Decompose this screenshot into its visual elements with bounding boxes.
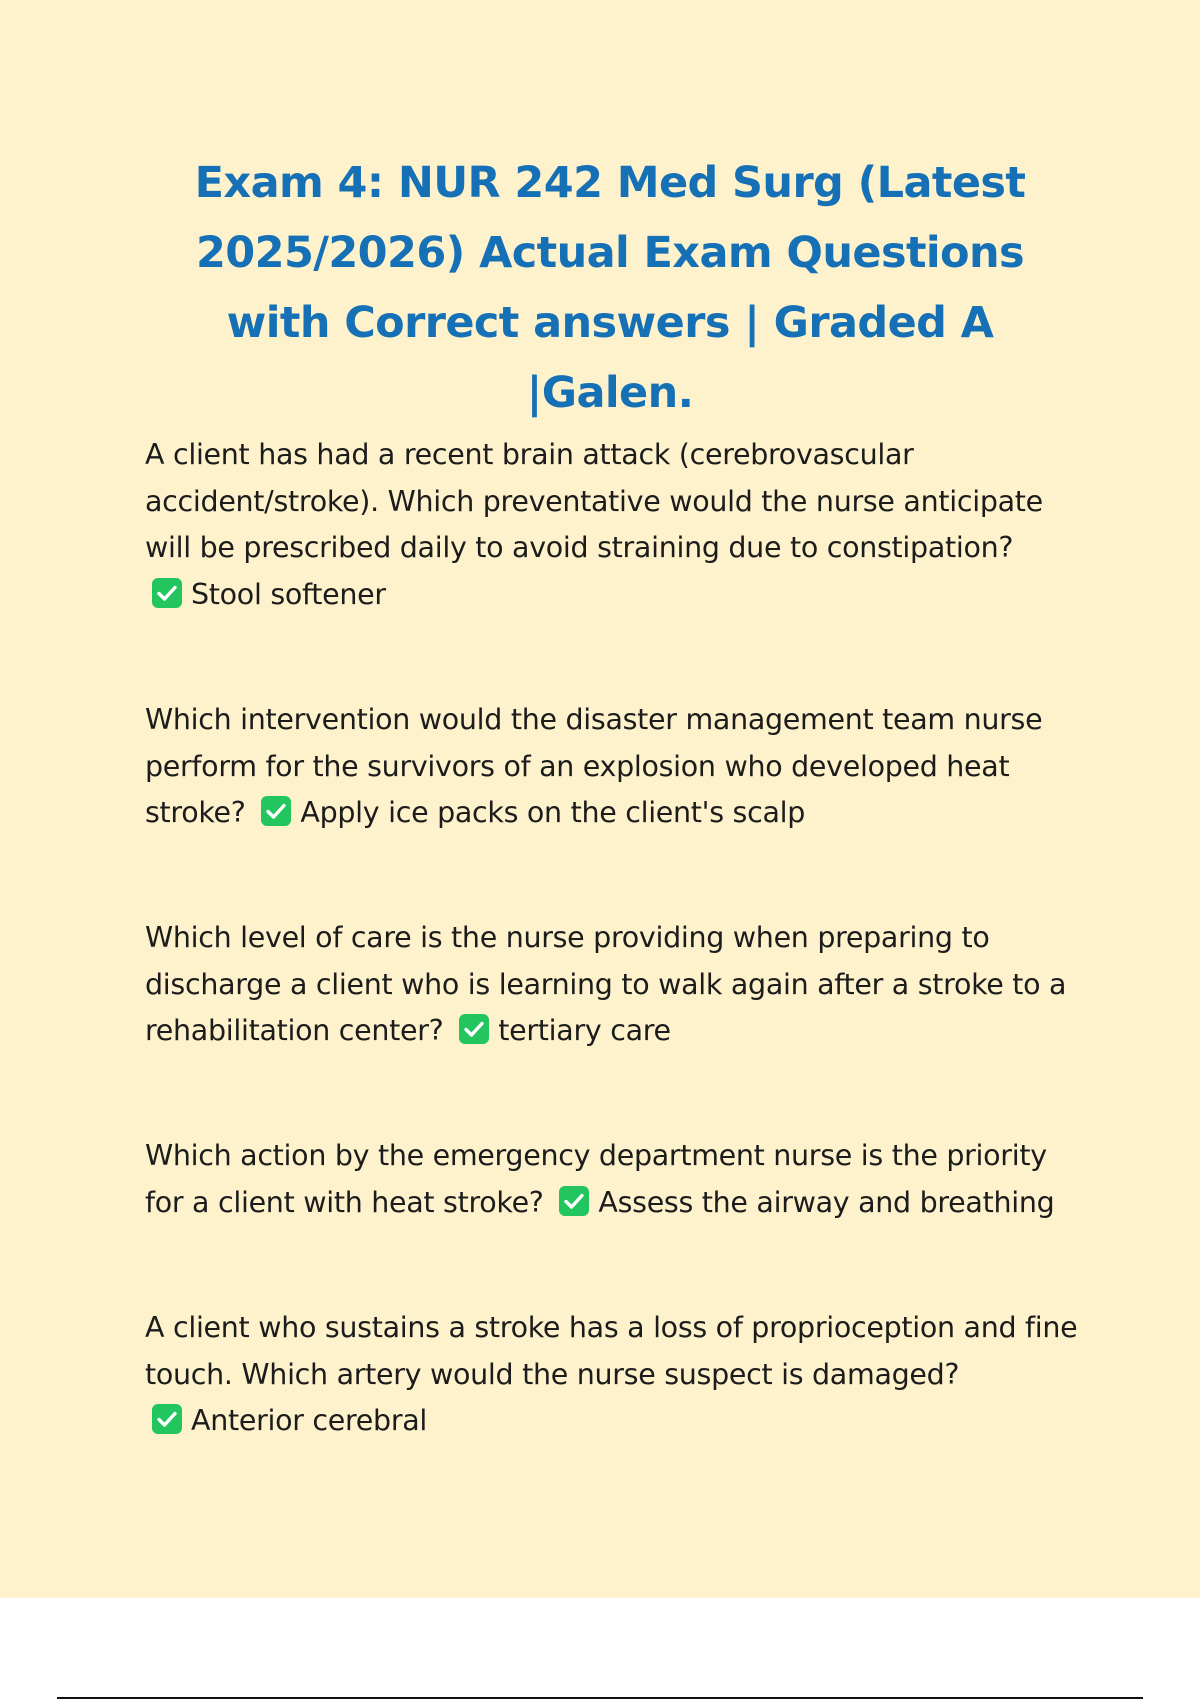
qa-item (145, 432, 1080, 618)
check-mark-button-icon (151, 577, 183, 609)
answer-text: Apply ice packs on the client's scalp (300, 796, 806, 829)
qa-item (145, 697, 1080, 837)
footer-divider (57, 1697, 1143, 1699)
qa-item (145, 915, 1080, 1055)
answer-text: Anterior cerebral (191, 1404, 428, 1437)
answer-text: tertiary care (498, 1014, 671, 1047)
question-text: Which action by the emergency department nurse is the priority for a client with heat stroke? (145, 1139, 1047, 1219)
qa-item (145, 1305, 1080, 1445)
question-text: Which level of care is the nurse providing when preparing to discharge a client who is learning to walk again after a stroke to a rehabilitation center? (145, 921, 1067, 1047)
document-title: Exam 4: NUR 242 Med Surg (Latest 2025/2026) Actual Exam Questions with Correct answers | Graded A |Galen. (194, 158, 1026, 418)
qa-item (145, 1133, 1080, 1226)
answer-text: Stool softener (191, 577, 386, 611)
check-mark-button-icon (558, 1185, 590, 1217)
question-text: Which intervention would the disaster management team nurse perform for the survivors of an explosion who developed heat stroke? (145, 703, 1043, 829)
check-mark-button-icon (151, 1403, 183, 1435)
answer-text: Assess the airway and breathing (598, 1185, 1055, 1219)
question-text: A client has had a recent brain attack (cerebrovascular accident/stroke). Which preventative would the nurse anticipate will be prescribed daily to avoid straining due to constipation? (145, 438, 1043, 564)
check-mark-button-icon (458, 1013, 490, 1045)
question-text: A client who sustains a stroke has a loss of proprioception and fine touch. Which artery would the nurse suspect is damaged? (145, 1311, 1078, 1391)
check-mark-button-icon (260, 795, 292, 827)
